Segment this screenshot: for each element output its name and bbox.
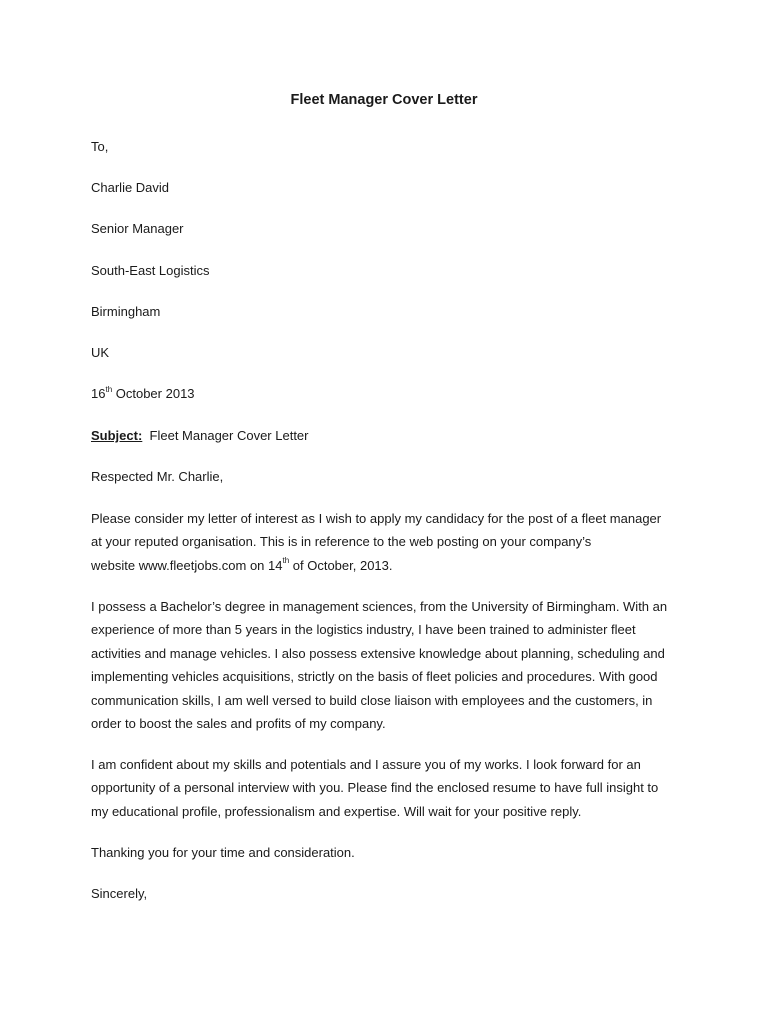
recipient-name: Charlie David — [91, 180, 170, 195]
paragraph-line: I possess a Bachelor’s degree in management sciences, from the University of Birmingham. With an — [91, 599, 668, 614]
recipient-city: Birmingham — [91, 304, 161, 319]
paragraph-line: at your reputed organisation. This is in reference to the web posting on your company’s — [91, 534, 592, 550]
paragraph-line — [91, 554, 681, 577]
paragraph-line: order to boost the sales and profits of my company. — [91, 716, 386, 732]
paragraph-line: Please consider my letter of interest as I wish to apply my candidacy for the post of a fleet manager — [91, 511, 662, 526]
date-suffix: th — [105, 384, 113, 394]
paragraph-line: communication skills, I am well versed to build close liaison with employees and the customers, in — [91, 692, 653, 708]
recipient-country: UK — [91, 345, 110, 360]
posting-date-text: of October, 2013. — [289, 557, 393, 573]
website-text: website www.fleetjobs.com on 14 — [91, 557, 283, 573]
recipient-company: South-East Logistics — [91, 263, 210, 278]
subject-line — [91, 427, 309, 445]
paragraph-line: my educational profile, professionalism and expertise. Will wait for your positive reply. — [91, 803, 582, 819]
ordinal-suffix: th — [282, 556, 290, 566]
paragraph-3 — [91, 753, 681, 823]
salutation-to: To, — [91, 139, 109, 154]
subject-text: Fleet Manager Cover Letter — [149, 428, 309, 443]
paragraph-line: I am confident about my skills and potentials and I assure you of my works. I look forward for an — [91, 757, 641, 772]
paragraph-line: implementing vehicles acquisitions, strictly on the basis of fleet policies and procedures. With good — [91, 669, 658, 685]
date-rest: October 2013 — [112, 386, 195, 401]
paragraph-line: experience of more than 5 years in the logistics industry, I have been trained to administer fleet — [91, 622, 636, 638]
thanks-line: Thanking you for your time and consideration. — [91, 845, 355, 860]
paragraph-line: opportunity of a personal interview with you. Please find the enclosed resume to have full insight to — [91, 780, 659, 796]
subject-label: Subject: — [91, 428, 143, 443]
closing-line: Sincerely, — [91, 886, 148, 901]
paragraph-1 — [91, 507, 681, 577]
paragraph-2 — [91, 595, 681, 735]
paragraph-line: activities and manage vehicles. I also possess extensive knowledge about planning, scheduling and — [91, 645, 665, 661]
document-title: Fleet Manager Cover Letter — [290, 92, 478, 108]
date-day: 16 — [91, 386, 106, 401]
greeting: Respected Mr. Charlie, — [91, 469, 224, 484]
letter-date — [91, 385, 195, 403]
recipient-position: Senior Manager — [91, 221, 184, 236]
